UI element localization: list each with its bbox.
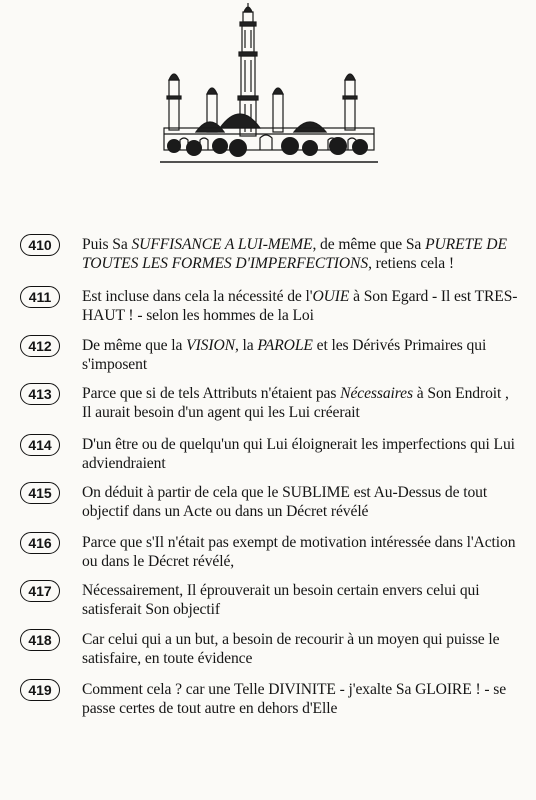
verse-number-badge: 416 (20, 532, 60, 554)
verse-text-segment: D'un être ou de quelqu'un qui Lui éloignerait les imperfections qui Lui adviendraient (82, 436, 515, 472)
verse-text (82, 581, 520, 619)
verse-413 (20, 384, 520, 422)
verse-text-segment: à Son Egard - Il est TRES-HAUT ! - selon les hommes de la Loi (82, 288, 518, 324)
verse-text (82, 630, 520, 668)
verse-text (82, 384, 520, 422)
verse-text-segment: Est incluse dans cela la nécessité de l' (82, 288, 313, 305)
verse-410 (20, 235, 520, 273)
verse-text-segment: Puis Sa (82, 236, 132, 253)
verse-number-badge: 417 (20, 580, 60, 602)
verse-text-segment: Parce que si de tels Attributs n'étaient pas (82, 385, 341, 402)
verse-text-emphasis: PURETE DE TOUTES LES FORMES D'IMPERFECTIONS (82, 236, 507, 272)
verse-number-badge: 415 (20, 482, 60, 504)
verse-418 (20, 630, 520, 668)
verse-text-emphasis: SUFFISANCE A LUI-MEME (131, 236, 313, 253)
verse-416 (20, 533, 520, 571)
verse-text (82, 483, 520, 521)
verse-text-segment: et les Dérivés Primaires qui s'imposent (82, 337, 487, 373)
verse-number-badge: 418 (20, 629, 60, 651)
verse-text-emphasis: OUIE (312, 288, 350, 305)
verse-text-segment: Car celui qui a un but, a besoin de recourir à un moyen qui puisse le satisfaire, en toute évidence (82, 631, 500, 667)
verse-text (82, 336, 520, 374)
verse-number-badge: 413 (20, 383, 60, 405)
verse-text-segment: De même que la (82, 337, 187, 354)
verse-number-badge: 410 (20, 234, 60, 256)
verse-417 (20, 581, 520, 619)
verse-411 (20, 287, 520, 325)
verse-text-emphasis: Nécessaires (340, 385, 413, 402)
verse-number-badge: 411 (20, 286, 60, 308)
verse-412 (20, 336, 520, 374)
verse-text-emphasis: PAROLE (257, 337, 313, 354)
verse-text (82, 435, 520, 473)
verse-number-badge: 412 (20, 335, 60, 357)
verse-text-segment: , la (234, 337, 258, 354)
verse-415 (20, 483, 520, 521)
verse-text (82, 533, 520, 571)
verse-text-segment: On déduit à partir de cela que le SUBLIME est Au-Dessus de tout objectif dans un Acte ou dans un Décret révélé (82, 484, 488, 520)
verse-number-badge: 414 (20, 434, 60, 456)
verse-text-segment: Nécessairement, Il éprouverait un besoin certain envers celui qui satisferait Son objectif (82, 582, 480, 618)
mosque-illustration (160, 0, 378, 172)
verse-419 (20, 680, 520, 718)
verse-text-segment: Comment cela ? car une Telle DIVINITE - j'exalte Sa GLOIRE ! - se passe certes de tout autre en dehors d'Elle (82, 681, 507, 717)
verse-text-segment: à Son Endroit , Il aurait besoin d'un agent qui les Lui créerait (82, 385, 509, 421)
verse-414 (20, 435, 520, 473)
verse-text-emphasis: VISION (186, 337, 235, 354)
verse-text (82, 680, 520, 718)
verse-text (82, 287, 520, 325)
verse-text-segment: Parce que s'Il n'était pas exempt de motivation intéressée dans l'Action ou dans le Décret révélé, (82, 534, 516, 570)
verse-text-segment: , de même que Sa (312, 236, 426, 253)
verse-text (82, 235, 520, 273)
verse-text-segment: , retiens cela ! (368, 255, 454, 272)
verse-number-badge: 419 (20, 679, 60, 701)
